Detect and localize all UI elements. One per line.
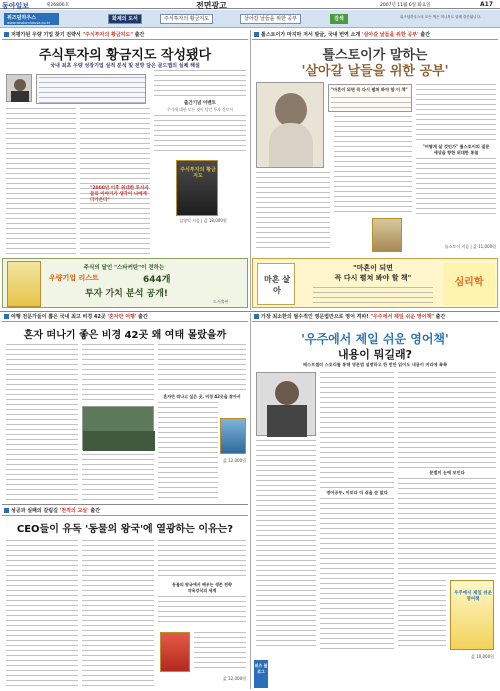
newspaper-logo: 동아일보: [2, 2, 30, 10]
ad-mark: 도서출판: [213, 299, 229, 304]
book-cover-tolstoy[interactable]: [372, 218, 402, 252]
kicker-tail: 출간: [420, 32, 431, 38]
article-text-s3-col-3b: [158, 402, 218, 500]
section-2-mid-head: "어떻게 살 것인가" 톨스토이의 질문: [422, 144, 490, 149]
article-text-s5-col-2: [320, 372, 394, 488]
author-photo: [6, 74, 32, 102]
section-1-mid-head: 출간기념 이벤트: [184, 101, 216, 106]
section-5-title-1: '우주에서 제일 쉬운 영어책': [301, 332, 449, 346]
square-bullet-icon: [4, 314, 9, 319]
kicker-text: 여행 전문가들이 뽑은 국내 최고 비경 42곳: [11, 314, 106, 320]
section-1-kicker: [2, 31, 248, 40]
article-text-col-3-top: [154, 70, 246, 98]
section-4-mid-head: 동물의 왕국에서 배우는 생존 전략: [172, 582, 232, 587]
section-5-title-2: 내용이 뭐길래?: [338, 348, 412, 361]
cover-word-2: 심리학: [454, 277, 484, 288]
issue-date: 2007년 11월 6일 화요일: [380, 3, 431, 8]
kicker-book: '천적의 교실': [59, 508, 89, 514]
article-text-s5-col-3: [398, 372, 496, 468]
section-3-kicker: [2, 313, 248, 322]
section-4-mid-head-2: 약육강식의 세계: [187, 588, 217, 593]
ad-stock-list[interactable]: [2, 258, 248, 308]
newspaper-header: [0, 0, 500, 9]
article-text-s4-col-3: [158, 540, 246, 580]
blog-badge[interactable]: 위즈 블로그: [254, 660, 268, 688]
section-3-mid-head: 혼자만 떠나고 싶은 곳, 비경 42곳을 찾아서: [163, 394, 241, 399]
search-button[interactable]: 검색: [330, 14, 348, 24]
issue-number: 제26806호: [46, 3, 70, 8]
ad-book-cover: [7, 261, 41, 307]
ad-line-1: "마흔이 되면: [353, 264, 393, 272]
section-2-kicker: [252, 31, 498, 40]
horizontal-divider: [0, 311, 500, 312]
travel-photo: [82, 406, 154, 450]
data-table-graphic: [36, 74, 146, 104]
article-text-s4-col-1: [6, 540, 78, 686]
article-text-s3-col-3: [158, 344, 246, 392]
publisher-note: 위즈덤하우스의 모든 책은 미니북도 함께 출간됩니다.: [400, 15, 482, 19]
ad-line-2: 꼭 다시 펼쳐 봐야 할 책": [334, 274, 412, 282]
article-text-col-r2: [256, 172, 330, 250]
ad-book-cover-right: [443, 263, 495, 305]
article-text-col-r4: [416, 158, 496, 218]
section-1-price: 김영익 지음 | 값 18,000원: [179, 218, 227, 223]
tolstoy-photo: [256, 82, 324, 168]
publisher-logo[interactable]: [4, 13, 59, 25]
horizontal-divider-2: [2, 504, 248, 505]
kicker-book: "우주에서 제일 쉬운 영어책": [370, 314, 434, 320]
kicker-tail: 출간: [134, 32, 145, 38]
article-text-s4-col-3c: [194, 632, 246, 672]
book-cover-gold-map[interactable]: [176, 160, 218, 216]
page-number: A17: [480, 1, 493, 8]
book-cover-title: 우주에서 제일 쉬운 영어책: [454, 591, 492, 602]
author-photo-s5: [256, 372, 316, 436]
kicker-tail: 출간: [435, 314, 446, 320]
ad-line-4: 투자 가치 분석 공개!: [84, 289, 169, 299]
ad-line-3: 644개: [143, 275, 171, 285]
kicker-book: '살아갈 날들을 위한 공부': [362, 32, 419, 38]
section-1-subtitle: 국내 최초 우량 성장기업 실적 분석 및 전망 담은 골드맵의 실체 해설: [50, 63, 200, 69]
publisher-url: www.wisdomhouse.co.kr: [7, 21, 51, 25]
section-5-price: 값 10,000원: [471, 654, 494, 659]
book-cover-easy-english[interactable]: [450, 580, 494, 650]
article-text-s5-col-1: [256, 440, 316, 650]
section-4-title: CEO들이 유독 '동물의 왕국'에 열광하는 이유는?: [16, 524, 234, 535]
article-text-s5-col-3b: [398, 478, 496, 574]
article-text-s3-col-2: [82, 344, 154, 404]
section-1-quote: "2000년 이후 위대한 투자자들의 이야기가 생각이 나에게 다가온다": [90, 186, 149, 203]
article-text-s4-col-2: [82, 540, 154, 686]
article-text-s5-col-2b: [320, 498, 394, 650]
ad-forty-psychology[interactable]: [252, 258, 498, 308]
kicker-book: "주식투자의 황금지도": [82, 32, 133, 38]
article-text-col-1: [6, 108, 76, 256]
column-divider: [250, 30, 251, 310]
section-2-price: 톨스토이 지음 | 값 11,000원: [444, 244, 496, 249]
kicker-tail: 출간: [138, 314, 148, 320]
publisher-bar: [0, 10, 500, 28]
section-2-quote-box: [328, 84, 412, 112]
quote-text: "마흔이 되면 꼭 다시 펼쳐 봐야 할 이 책": [331, 87, 408, 92]
section-3-title: 혼자 떠나기 좋은 비경 42곳 왜 여태 몰랐을까: [23, 330, 227, 341]
section-2-title-1: 톨스토이가 말하는: [322, 48, 428, 63]
kicker-tail: 출간: [90, 508, 101, 514]
kicker-text: 톨스토이가 마지막 저서 발굴, 국내 번역 소개: [261, 32, 361, 38]
cover-word: 마흔 살아: [264, 275, 290, 295]
article-text-s3-col-2b: [82, 454, 154, 500]
square-bullet-icon: [4, 508, 9, 513]
section-title: 전면광고: [196, 1, 227, 10]
kicker-text: 저평가된 우량 기업 찾기 전략서: [11, 32, 81, 38]
book-cover-animal-kingdom[interactable]: [160, 632, 190, 672]
tab-featured-books[interactable]: 화제의 도서: [108, 14, 142, 24]
section-1-title: 주식투자의 황금지도 작성됐다: [38, 48, 212, 63]
section-3-price: 값 12,000원: [223, 458, 246, 463]
tab-book-2[interactable]: 살아갈 날들을 위한 공부: [240, 14, 301, 24]
section-5-mid-head-2: 문법이 눈에 보인다: [429, 470, 465, 475]
section-1-mid-note: 주식에 대한 모든 것이 담긴 투자 정보서: [167, 107, 233, 112]
section-5-kicker: [252, 313, 498, 322]
ad-line-1: 주식의 달인 "스타커탄"이 전하는: [83, 265, 165, 271]
article-text-s4-col-3b: [158, 596, 246, 626]
article-text-col-2: [80, 108, 150, 256]
column-divider-2: [250, 313, 251, 689]
kicker-text: 성공과 실패의 갈림길: [11, 508, 58, 514]
square-bullet-icon: [254, 32, 259, 37]
article-text-s3-col-1: [6, 344, 78, 500]
book-cover-travel[interactable]: [220, 418, 246, 454]
section-5-mid-head: 영어공부, 이보다 더 쉬울 순 없다: [326, 490, 388, 495]
section-5-subtitle: 베스트셀러 스토리를 통해 영문법 설명하고 한 번만 읽어도 내용이 머리에 쏙쏙: [302, 362, 448, 367]
article-text-s5-col-3c: [398, 580, 446, 650]
section-2-mid-head-2: 세상을 향한 위대한 통찰: [433, 150, 479, 155]
article-text-col-3-mid: [154, 115, 246, 155]
section-4-price: 값 12,000원: [223, 676, 246, 681]
book-cover-title: 주식투자의 황금지도: [180, 167, 216, 179]
ad-line-2: 우량기업 리스트: [49, 274, 99, 282]
square-bullet-icon: [4, 32, 9, 37]
publisher-name: 위즈덤하우스: [7, 15, 36, 21]
section-2-title-2: '살아갈 날들을 위한 공부': [301, 64, 449, 79]
ad-book-cover-left: [257, 263, 295, 305]
square-bullet-icon: [254, 314, 259, 319]
article-text-col-r1: [416, 84, 496, 140]
kicker-book: '혼자만 여행': [107, 314, 137, 320]
tab-book-1[interactable]: 주식투자의 황금지도: [160, 14, 213, 24]
kicker-text: 가장 최소한의 필수적인 영문법만으로 영어 격파!: [261, 314, 369, 320]
section-4-kicker: [2, 507, 248, 516]
article-text-col-r3: [334, 116, 412, 216]
